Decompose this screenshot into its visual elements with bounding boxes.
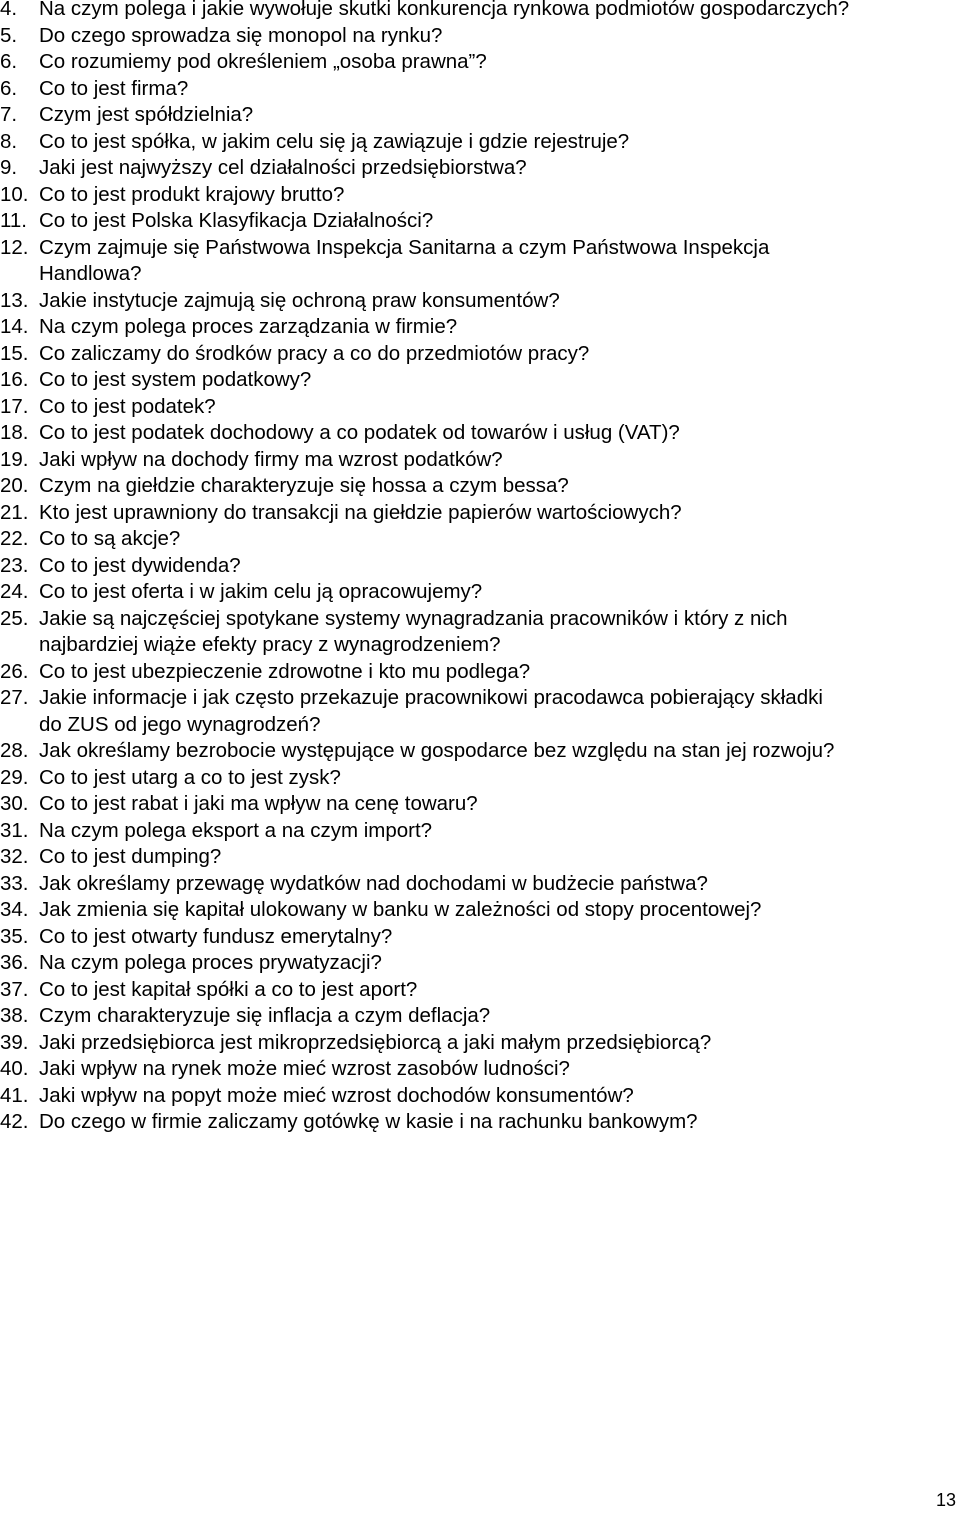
- question-item: [0, 738, 945, 765]
- question-number: 20.: [0, 474, 29, 497]
- question-item: [0, 526, 945, 553]
- question-number: 17.: [0, 394, 29, 418]
- question-item: [0, 102, 945, 129]
- question-text: Co to jest dumping?: [39, 845, 222, 868]
- question-number: 9.: [0, 156, 18, 179]
- question-text: Co to są akcje?: [39, 527, 181, 550]
- question-item: [0, 49, 945, 76]
- question-text: Jakie informacje i jak często przekazuje pracownikowi pracodawca pobierający składki do ZUS od jego wynagrodzeń?: [39, 686, 823, 736]
- question-number: 4.: [0, 0, 18, 20]
- question-number: 26.: [0, 659, 29, 683]
- question-number: 33.: [0, 871, 29, 895]
- question-text: Co zaliczamy do środków pracy a co do przedmiotów pracy?: [39, 341, 590, 365]
- question-text: Jak określamy przewagę wydatków nad dochodami w budżecie państwa?: [39, 871, 708, 895]
- question-item: [0, 1109, 945, 1136]
- question-item: [0, 23, 945, 50]
- question-item: [0, 420, 945, 447]
- question-text: Co to jest oferta i w jakim celu ją opracowujemy?: [39, 580, 483, 603]
- question-item: [0, 129, 945, 156]
- question-item: [0, 0, 945, 23]
- question-text: Co to jest system podatkowy?: [39, 368, 312, 391]
- question-text: Jaki wpływ na popyt może mieć wzrost dochodów konsumentów?: [39, 1083, 634, 1107]
- question-number: 13.: [0, 288, 29, 312]
- question-number: 12.: [0, 235, 29, 259]
- question-item: [0, 1056, 945, 1083]
- question-text: Jaki wpływ na dochody firmy ma wzrost podatków?: [39, 447, 503, 471]
- question-item: [0, 897, 945, 924]
- question-text: Co to jest firma?: [39, 76, 189, 100]
- question-item: [0, 155, 945, 182]
- question-text: Co to jest rabat i jaki ma wpływ na cenę towaru?: [39, 792, 478, 815]
- question-number: 22.: [0, 527, 29, 550]
- question-item: [0, 314, 945, 341]
- question-text: Co to jest Polska Klasyfikacja Działalności?: [39, 209, 434, 232]
- question-number: 39.: [0, 1030, 29, 1054]
- page-number: 13: [935, 1490, 956, 1510]
- question-number: 30.: [0, 792, 29, 815]
- question-item: [0, 924, 945, 951]
- question-text: Co to jest spółka, w jakim celu się ją zawiązuje i gdzie rejestruje?: [39, 129, 630, 153]
- question-number: 21.: [0, 500, 29, 524]
- question-item: [0, 447, 945, 474]
- question-item: [0, 659, 945, 686]
- question-text: Czym na giełdzie charakteryzuje się hossa a czym bessa?: [39, 474, 569, 497]
- question-item: [0, 977, 945, 1004]
- question-item: [0, 871, 945, 898]
- question-text: Jak określamy bezrobocie występujące w gospodarce bez względu na stan jej rozwoju?: [39, 739, 835, 762]
- question-number: 31.: [0, 818, 29, 842]
- question-number: 27.: [0, 686, 29, 709]
- question-item: [0, 765, 945, 792]
- question-text: Na czym polega proces zarządzania w firmie?: [39, 315, 458, 338]
- question-number: 35.: [0, 924, 29, 948]
- question-number: 38.: [0, 1004, 29, 1027]
- question-text: Co to jest produkt krajowy brutto?: [39, 182, 345, 206]
- question-item: [0, 235, 945, 288]
- question-number: 18.: [0, 421, 29, 444]
- question-number: 14.: [0, 315, 29, 338]
- question-text: Jakie instytucje zajmują się ochroną praw konsumentów?: [39, 288, 560, 312]
- question-number: 10.: [0, 182, 29, 206]
- question-item: [0, 394, 945, 421]
- question-number: 6.: [0, 50, 18, 73]
- question-number: 25.: [0, 606, 29, 630]
- question-item: [0, 1030, 945, 1057]
- question-text: Jaki wpływ na rynek może mieć wzrost zasobów ludności?: [39, 1057, 570, 1080]
- question-item: [0, 473, 945, 500]
- question-item: [0, 818, 945, 845]
- question-item: [0, 182, 945, 209]
- question-text: Do czego w firmie zaliczamy gotówkę w kasie i na rachunku bankowym?: [39, 1110, 698, 1133]
- question-item: [0, 606, 945, 659]
- question-number: 5.: [0, 23, 18, 47]
- question-number: 16.: [0, 368, 29, 391]
- question-item: [0, 208, 945, 235]
- question-text: Do czego sprowadza się monopol na rynku?: [39, 23, 443, 47]
- question-number: 36.: [0, 951, 29, 974]
- question-text: Co rozumiemy pod określeniem „osoba prawna”?: [39, 50, 487, 73]
- question-text: Kto jest uprawniony do transakcji na giełdzie papierów wartościowych?: [39, 500, 682, 524]
- question-text: Co to jest podatek dochodowy a co podatek od towarów i usług (VAT)?: [39, 421, 680, 444]
- question-number: 32.: [0, 845, 29, 868]
- question-number: 6.: [0, 76, 18, 100]
- question-number: 34.: [0, 898, 29, 921]
- question-number: 19.: [0, 447, 29, 471]
- question-item: [0, 553, 945, 580]
- question-text: Czym jest spółdzielnia?: [39, 103, 254, 126]
- question-number: 29.: [0, 765, 29, 789]
- question-text: Co to jest otwarty fundusz emerytalny?: [39, 924, 393, 948]
- question-number: 8.: [0, 129, 18, 153]
- question-text: Jak zmienia się kapitał ulokowany w banku w zależności od stopy procentowej?: [39, 898, 762, 921]
- question-item: [0, 1003, 945, 1030]
- question-number: 15.: [0, 341, 29, 365]
- question-item: [0, 367, 945, 394]
- question-item: [0, 844, 945, 871]
- question-number: 40.: [0, 1057, 29, 1080]
- question-number: 24.: [0, 580, 29, 603]
- question-item: [0, 685, 945, 738]
- question-item: [0, 500, 945, 527]
- question-text: Co to jest kapitał spółki a co to jest aport?: [39, 977, 418, 1001]
- question-text: Na czym polega i jakie wywołuje skutki konkurencja rynkowa podmiotów gospodarczych?: [39, 0, 850, 20]
- question-item: [0, 950, 945, 977]
- question-text: Co to jest dywidenda?: [39, 553, 241, 577]
- question-text: Jakie są najczęściej spotykane systemy wynagradzania pracowników i który z nich najbardziej wiąże efekty pracy z wynagrodzeniem?: [39, 606, 788, 656]
- question-text: Czym zajmuje się Państwowa Inspekcja Sanitarna a czym Państwowa Inspekcja Handlowa?: [39, 235, 770, 285]
- question-text: Jaki przedsiębiorca jest mikroprzedsiębiorcą a jaki małym przedsiębiorcą?: [39, 1030, 712, 1054]
- question-text: Co to jest ubezpieczenie zdrowotne i kto mu podlega?: [39, 659, 531, 683]
- question-number: 41.: [0, 1083, 29, 1107]
- question-text: Na czym polega proces prywatyzacji?: [39, 951, 382, 974]
- question-number: 11.: [0, 209, 27, 232]
- question-text: Jaki jest najwyższy cel działalności przedsiębiorstwa?: [39, 156, 527, 179]
- question-number: 23.: [0, 553, 29, 577]
- question-text: Co to jest podatek?: [39, 394, 216, 418]
- question-number: 7.: [0, 103, 18, 126]
- question-text: Co to jest utarg a co to jest zysk?: [39, 765, 341, 789]
- question-item: [0, 791, 945, 818]
- question-number: 37.: [0, 977, 29, 1001]
- question-item: [0, 288, 945, 315]
- question-item: [0, 341, 945, 368]
- question-number: 28.: [0, 739, 29, 762]
- question-number: 42.: [0, 1110, 29, 1133]
- question-text: Czym charakteryzuje się inflacja a czym deflacja?: [39, 1004, 491, 1027]
- question-item: [0, 76, 945, 103]
- question-item: [0, 1083, 945, 1110]
- question-item: [0, 579, 945, 606]
- question-text: Na czym polega eksport a na czym import?: [39, 818, 433, 842]
